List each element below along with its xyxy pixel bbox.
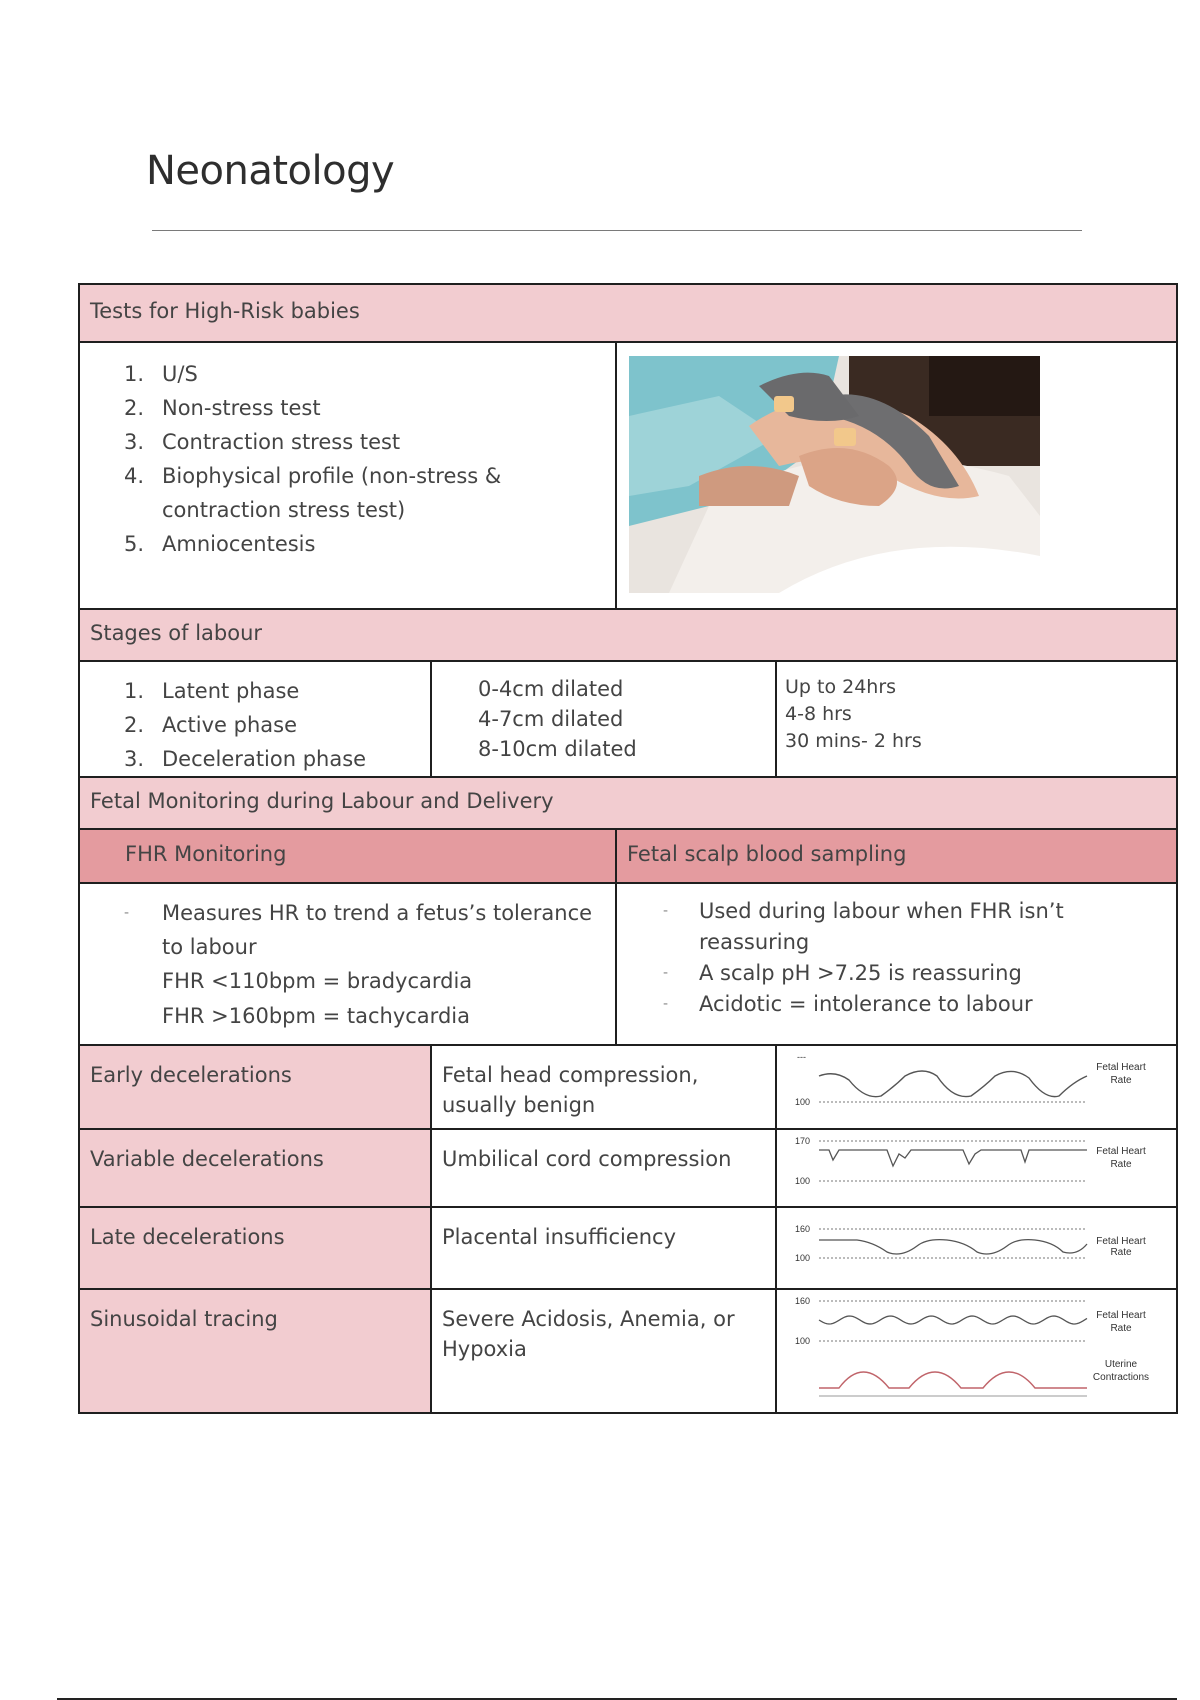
tick-top-label: 170	[795, 1136, 811, 1146]
decel-label: Early decelerations	[90, 1063, 292, 1087]
fhr-trace-line	[819, 1316, 1087, 1324]
legend2-line1: Uterine	[1104, 1359, 1138, 1370]
variable-decel-tracing-cell	[776, 1129, 1177, 1207]
list-text: Latent phase	[162, 679, 300, 703]
monitoring-header-text: Fetal Monitoring during Labour and Delivery	[90, 789, 554, 813]
list-text: Used during labour when FHR isn’t reassuring	[699, 899, 1064, 954]
legend-line1: Fetal Heart	[1096, 1146, 1146, 1157]
variable-decel-desc-cell	[431, 1129, 776, 1207]
decel-label: Late decelerations	[90, 1225, 285, 1249]
tests-header	[79, 284, 1177, 342]
fhr-content-cell	[79, 883, 616, 1045]
tick-bottom-label: 100	[795, 1097, 811, 1107]
decel-desc: Umbilical cord compression	[442, 1147, 732, 1171]
dash-bullet: -	[663, 903, 669, 919]
late-decel-tracing-cell	[776, 1207, 1177, 1289]
list-text: Amniocentesis	[162, 532, 316, 556]
tests-list	[80, 343, 615, 561]
decel-desc: Fetal head compression, usually benign	[442, 1063, 699, 1117]
sinusoidal-desc-cell	[431, 1289, 776, 1413]
list-item	[80, 708, 430, 742]
tachycardia-text: FHR >160bpm = tachycardia	[162, 1004, 470, 1028]
stages-header	[79, 609, 1177, 661]
list-item	[80, 527, 615, 561]
monitoring-header	[79, 777, 1177, 829]
list-text: Deceleration phase	[162, 747, 367, 771]
late-decel-label-cell	[79, 1207, 431, 1289]
early-decel-label-cell	[79, 1045, 431, 1129]
list-item	[80, 357, 615, 391]
list-item	[80, 391, 615, 425]
list-item	[617, 958, 1176, 989]
legend2-line2: Contractions	[1092, 1372, 1150, 1383]
list-item	[80, 674, 430, 708]
list-item	[80, 742, 430, 776]
legend-line1: Fetal Heart	[1096, 1310, 1146, 1321]
scalp-list	[617, 884, 1176, 1020]
list-number: 5.	[124, 532, 145, 556]
dilation-text: 4-7cm dilated	[478, 707, 624, 731]
fhr-subheader	[79, 829, 616, 883]
list-number: 3.	[124, 747, 145, 771]
tick-top-label: 160	[795, 1224, 811, 1234]
tests-header-text: Tests for High-Risk babies	[90, 299, 360, 323]
fhr-trace-line	[819, 1150, 1087, 1166]
list-text: Contraction stress test	[162, 430, 401, 454]
early-decel-tracing	[777, 1046, 1174, 1126]
duration-text: 4-8 hrs	[785, 703, 852, 725]
tick-bottom-label: 100	[795, 1336, 811, 1346]
variable-decel-tracing	[777, 1130, 1174, 1204]
list-number: 2.	[124, 396, 145, 420]
late-decel-tracing	[777, 1208, 1174, 1286]
dilation-text: 0-4cm dilated	[478, 677, 624, 701]
sinusoidal-tracing	[777, 1290, 1174, 1410]
contraction-trace-line	[819, 1372, 1087, 1388]
tick-bottom-label: 100	[795, 1176, 811, 1186]
list-text: Non-stress test	[162, 396, 321, 420]
list-number: 3.	[124, 430, 145, 454]
title-divider	[152, 230, 1082, 231]
list-number: 2.	[124, 713, 145, 737]
dilation-text: 8-10cm dilated	[478, 737, 637, 761]
early-decel-desc-cell	[431, 1045, 776, 1129]
phases-list	[80, 662, 430, 776]
list-item	[80, 425, 615, 459]
legend-line2: Rate	[1110, 1075, 1132, 1086]
legend-line2: Rate	[1110, 1247, 1132, 1258]
dash-bullet: -	[124, 905, 130, 921]
fhr-title: FHR Monitoring	[125, 842, 287, 866]
early-decel-tracing-cell	[776, 1045, 1177, 1129]
duration-text: 30 mins- 2 hrs	[785, 730, 922, 752]
page-title: Neonatology	[146, 148, 395, 194]
decel-desc: Severe Acidosis, Anemia, or Hypoxia	[442, 1307, 735, 1361]
list-text: Biophysical profile (non-stress & contraction stress test)	[162, 464, 502, 522]
list-item	[80, 896, 615, 964]
bradycardia-text: FHR <110bpm = bradycardia	[162, 969, 473, 993]
tick-top-label: 160	[795, 1296, 811, 1306]
stages-phases-cell	[79, 661, 431, 777]
legend-line2: Rate	[1110, 1323, 1132, 1334]
list-number: 1.	[124, 362, 145, 386]
sinusoidal-tracing-cell	[776, 1289, 1177, 1413]
list-text: Measures HR to trend a fetus’s tolerance to labour	[162, 901, 593, 959]
dash-bullet: -	[663, 965, 669, 981]
list-text: A scalp pH >7.25 is reassuring	[699, 961, 1022, 985]
sinusoidal-label-cell	[79, 1289, 431, 1413]
stages-dilation-cell	[431, 661, 776, 777]
tick-top-label: ---	[797, 1052, 806, 1062]
variable-decel-label-cell	[79, 1129, 431, 1207]
decel-desc: Placental insufficiency	[442, 1225, 677, 1249]
scalp-content-cell	[616, 883, 1177, 1045]
fhr-list	[80, 884, 615, 964]
legend-line1: Fetal Heart	[1096, 1236, 1146, 1247]
late-decel-desc-cell	[431, 1207, 776, 1289]
list-number: 4.	[124, 464, 145, 488]
list-text: Acidotic = intolerance to labour	[699, 992, 1033, 1016]
list-number: 1.	[124, 679, 145, 703]
scalp-subheader	[616, 829, 1177, 883]
decel-label: Sinusoidal tracing	[90, 1307, 278, 1331]
scalp-title: Fetal scalp blood sampling	[627, 842, 907, 866]
tests-list-cell	[79, 342, 616, 609]
fhr-trace-line	[819, 1240, 1087, 1254]
decel-label: Variable decelerations	[90, 1147, 324, 1171]
stages-duration-cell	[776, 661, 1177, 777]
legend-line2: Rate	[1110, 1159, 1132, 1170]
list-text: U/S	[162, 362, 198, 386]
duration-text: Up to 24hrs	[785, 676, 897, 698]
list-text: Active phase	[162, 713, 298, 737]
stages-header-text: Stages of labour	[90, 621, 263, 645]
fhr-trace-line	[819, 1071, 1087, 1097]
tick-bottom-label: 100	[795, 1253, 811, 1263]
dash-bullet: -	[663, 996, 669, 1012]
list-item	[80, 459, 615, 527]
list-item	[617, 989, 1176, 1020]
legend-line1: Fetal Heart	[1096, 1062, 1146, 1073]
list-item	[617, 896, 1176, 958]
fetal-monitor-photo	[629, 356, 1040, 593]
